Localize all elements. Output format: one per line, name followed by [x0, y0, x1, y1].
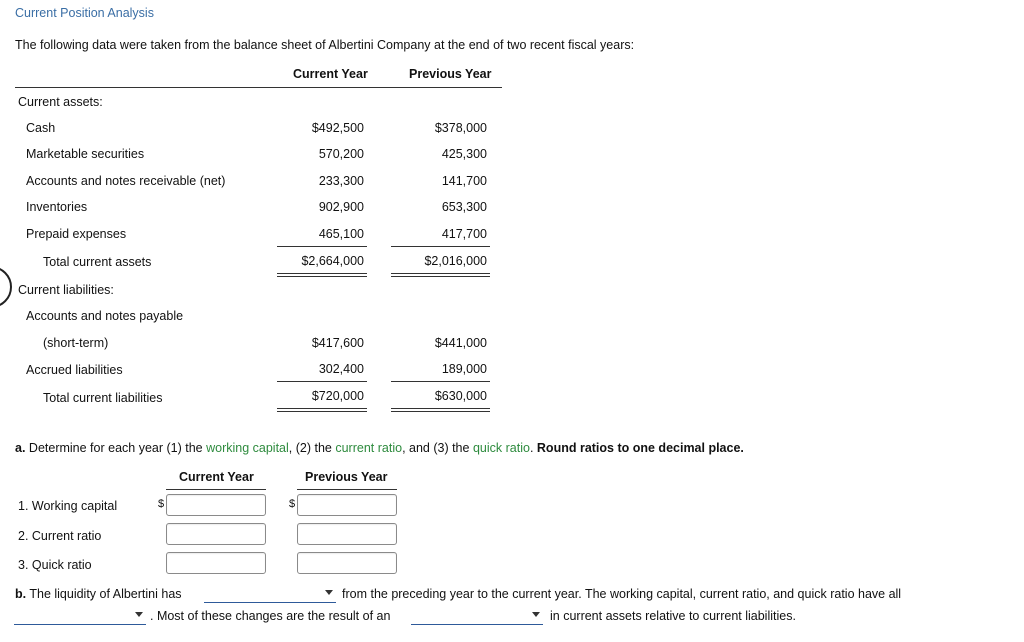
- col-header-current: Current Year: [293, 67, 368, 81]
- ratios-change-dropdown[interactable]: [14, 608, 146, 625]
- total-assets-current: $2,664,000: [301, 254, 364, 268]
- prepaid-current: 465,100: [318, 227, 364, 241]
- quick-ratio-label: 3. Quick ratio: [18, 558, 92, 572]
- dollar-sign-current: $: [158, 498, 165, 510]
- part-b-line1: [15, 587, 182, 601]
- intro-text: The following data were taken from the balance sheet of Albertini Company at the end of two recent fiscal years:: [15, 38, 635, 52]
- total-liabilities-previous: $630,000: [434, 389, 487, 403]
- cause-change-dropdown[interactable]: [411, 608, 543, 625]
- answer-header-rule-current: [166, 489, 266, 490]
- liabilities-subtotal-rule-previous: [391, 381, 490, 382]
- liabilities-total-double-rule-previous: [391, 408, 490, 412]
- working-capital-current-input[interactable]: [166, 494, 266, 516]
- part-a-text1: Determine for each year (1) the: [28, 441, 203, 455]
- short-term-current: $417,600: [311, 336, 364, 350]
- margin-marker-circle: [0, 266, 12, 308]
- row-label-marketable: Marketable securities: [26, 147, 145, 161]
- quick-ratio-current-input[interactable]: [166, 552, 266, 574]
- receivable-current: 233,300: [318, 174, 364, 188]
- current-ratio-previous-input[interactable]: [297, 523, 397, 545]
- liabilities-subtotal-rule-current: [277, 381, 367, 382]
- row-label-prepaid: Prepaid expenses: [26, 227, 127, 241]
- chevron-down-icon: [325, 590, 333, 595]
- row-label-cash: Cash: [26, 121, 56, 135]
- assets-total-double-rule-current: [277, 273, 367, 277]
- row-label-inventories: Inventories: [26, 200, 88, 214]
- current-liabilities-label: Current liabilities:: [18, 283, 114, 297]
- quick-ratio-link[interactable]: quick ratio: [472, 441, 530, 455]
- row-label-short-term: (short-term): [43, 336, 109, 350]
- current-ratio-label: 2. Current ratio: [18, 529, 102, 543]
- header-rule: [15, 87, 502, 88]
- cash-previous: $378,000: [434, 121, 487, 135]
- marketable-current: 570,200: [318, 147, 364, 161]
- row-label-total-assets: Total current assets: [43, 255, 152, 269]
- current-assets-label: Current assets:: [18, 95, 103, 109]
- working-capital-label: 1. Working capital: [18, 499, 118, 513]
- receivable-previous: 141,700: [441, 174, 487, 188]
- answer-col-header-previous: Previous Year: [305, 470, 388, 484]
- row-label-accrued: Accrued liabilities: [26, 363, 123, 377]
- assets-total-double-rule-previous: [391, 273, 490, 277]
- accrued-current: 302,400: [318, 362, 364, 376]
- chevron-down-icon: [135, 612, 143, 617]
- inventories-previous: 653,300: [441, 200, 487, 214]
- row-label-total-liabilities: Total current liabilities: [43, 391, 163, 405]
- chevron-down-icon: [532, 612, 540, 617]
- row-label-accounts-payable: Accounts and notes payable: [26, 309, 184, 323]
- liabilities-total-double-rule-current: [277, 408, 367, 412]
- cash-current: $492,500: [311, 121, 364, 135]
- row-label-receivable: Accounts and notes receivable (net): [26, 174, 226, 188]
- accrued-previous: 189,000: [441, 362, 487, 376]
- col-header-previous: Previous Year: [409, 67, 492, 81]
- part-b-text1: The liquidity of Albertini has: [29, 587, 182, 601]
- short-term-previous: $441,000: [434, 336, 487, 350]
- inventories-current: 902,900: [318, 200, 364, 214]
- total-assets-previous: $2,016,000: [424, 254, 487, 268]
- part-a-text3: , and (3) the: [402, 441, 470, 455]
- current-ratio-current-input[interactable]: [166, 523, 266, 545]
- part-a-text4: .: [529, 441, 534, 455]
- part-a-prefix: a.: [15, 441, 26, 455]
- total-liabilities-current: $720,000: [311, 389, 364, 403]
- answer-col-header-current: Current Year: [179, 470, 254, 484]
- working-capital-link[interactable]: working capital: [206, 441, 289, 455]
- part-b-text4: in current assets relative to current liabilities.: [550, 609, 796, 623]
- prepaid-previous: 417,700: [441, 227, 487, 241]
- part-b-text3: . Most of these changes are the result of an: [150, 609, 391, 623]
- part-b-text2: from the preceding year to the current year. The working capital, current ratio, and quick ratio have all: [342, 587, 902, 601]
- dollar-sign-previous: $: [289, 498, 296, 510]
- quick-ratio-previous-input[interactable]: [297, 552, 397, 574]
- rounding-instruction: Round ratios to one decimal place.: [536, 441, 744, 455]
- current-ratio-link[interactable]: current ratio: [335, 441, 403, 455]
- answer-header-rule-previous: [297, 489, 397, 490]
- part-a-text2: , (2) the: [288, 441, 332, 455]
- page-title: Current Position Analysis: [15, 6, 154, 20]
- assets-subtotal-rule-current: [277, 246, 367, 247]
- marketable-previous: 425,300: [441, 147, 487, 161]
- liquidity-change-dropdown[interactable]: [204, 586, 336, 603]
- working-capital-previous-input[interactable]: [297, 494, 397, 516]
- part-a-instructions: [15, 441, 744, 455]
- assets-subtotal-rule-previous: [391, 246, 490, 247]
- part-b-prefix: b.: [15, 587, 27, 601]
